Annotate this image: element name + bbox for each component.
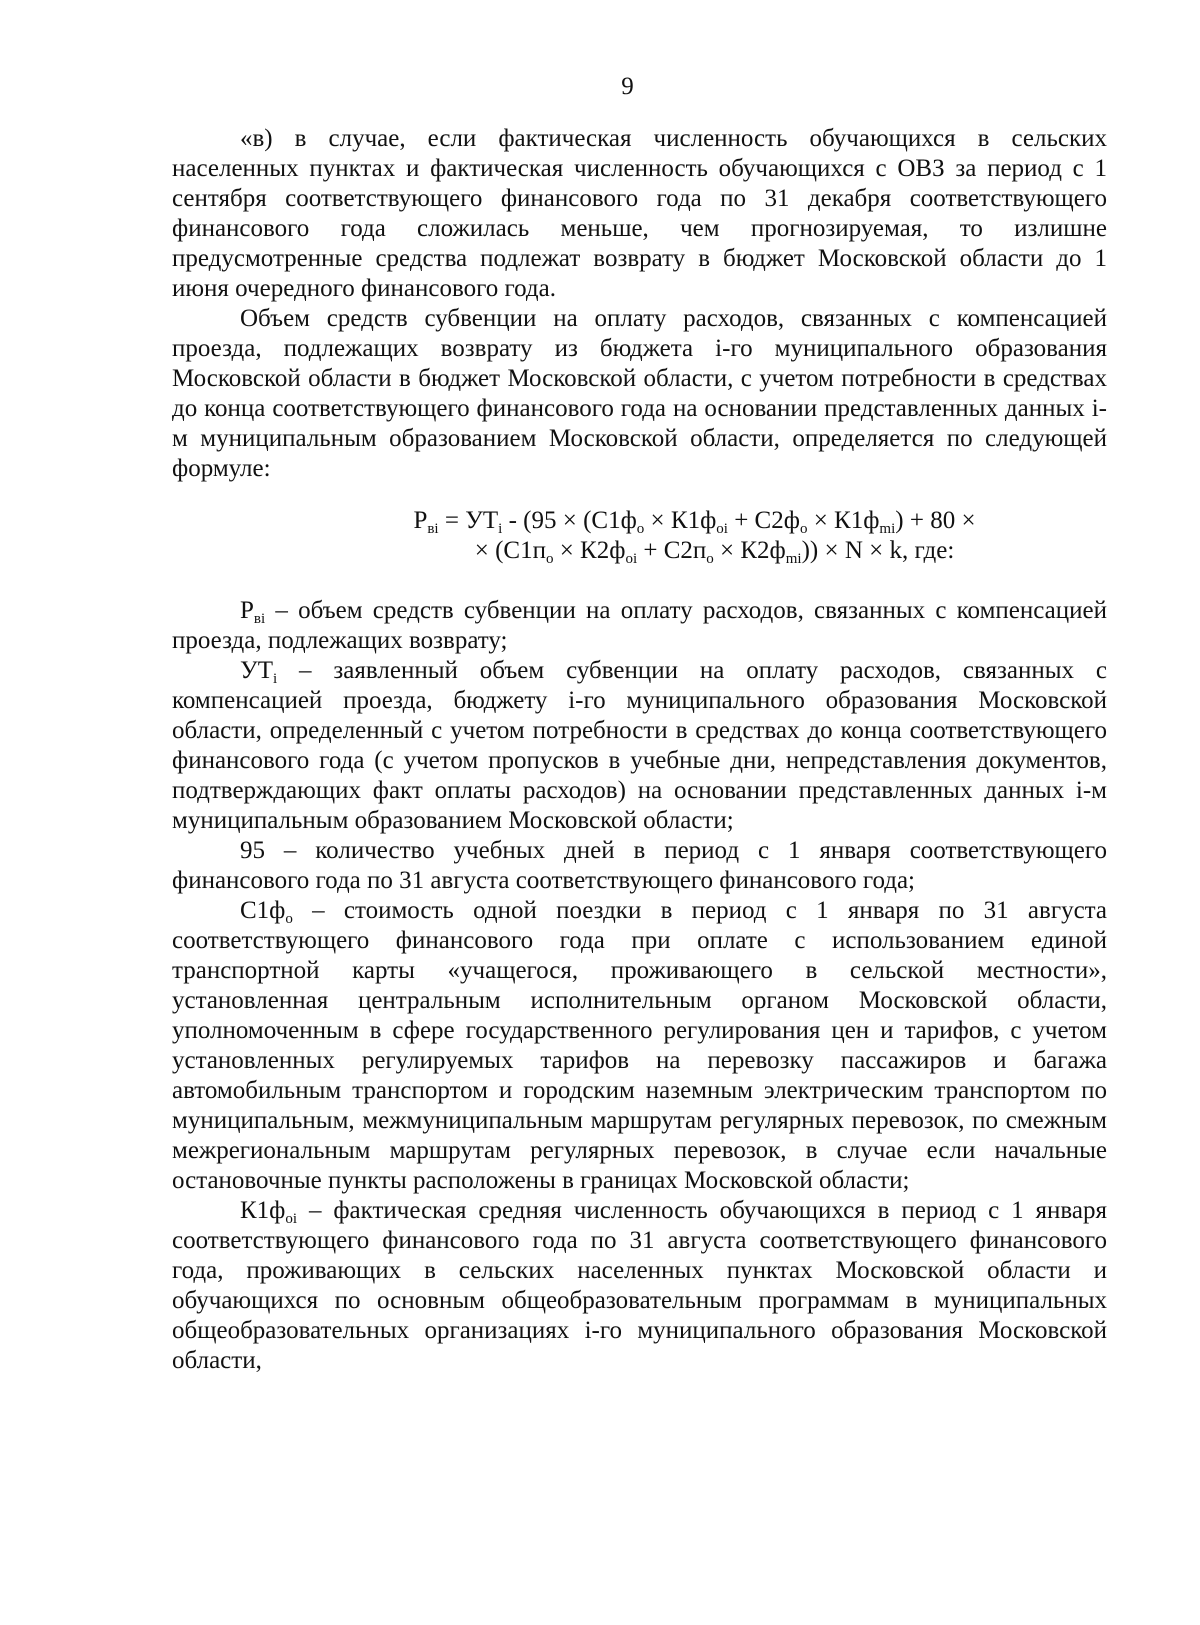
paragraph-volume: Объем средств субвенции на оплату расходов, связанных с компенсацией проезда, подлежащих возврату из бюджета i-го муниципального образования Московской области в бюджет Московской области, с учетом потребности в средствах до конца соответствующего финансового года на основании представленных данных i-м муниципальным образованием Московской области, определяется по следующей формуле: [172, 305, 1107, 482]
definition-pv: $P_{вi}$ – объем средств субвенции на оплату расходов, связанных с компенсацией проезда, подлежащих возврату; [172, 597, 1107, 654]
definition-ut: $УТ_i$ – заявленный объем субвенции на оплату расходов, связанных с компенсацией проезда, бюджету i-го муниципального образования Московской области, определенный с учетом потребности в средствах до конца соответствующего финансового года (с учетом пропусков в учебные дни, непредставления документов, подтверждающих факт оплаты расходов) на основании представленных данных i-м муниципальным образованием Московской области; [172, 657, 1107, 834]
formula-line-1: $P_{вi} = УТ_i - (95 \times (С1ф_о \times К1ф_{оi} + С2ф_о \times К1ф_{mi}) + 80$ × [413, 507, 976, 537]
document-body [172, 124, 1107, 1376]
definition-c1fo: $С1ф_о$ – стоимость одной поездки в период с 1 января по 31 августа соответствующего финансового года при оплате с использованием единой транспортной карты «учащегося, проживающего в сельской местности», установленная центральным исполнительным органом Московской области, уполномоченным в сфере государственного регулирования цен и тарифов, с учетом установленных регулируемых тарифов на перевозку пассажиров и багажа автомобильным транспортом и городским наземным электрическим транспортом по муниципальным, межмуниципальным маршрутам регулярных перевозок, по смежным межрегиональным маршрутам регулярных перевозок, в случае если начальные остановочные пункты расположены в границах Московской области; [172, 897, 1107, 1194]
definition-k1foi: $К1ф_{оi}$ – фактическая средняя численность обучающихся в период с 1 января соответствующего финансового года по 31 августа соответствующего финансового года, проживающих в сельских населенных пунктах Московской области и обучающихся по основным общеобразовательным программам в муниципальных общеобразовательных организациях i-го муниципального образования Московской области, [172, 1197, 1107, 1374]
page-number: 9 [621, 73, 634, 100]
definition-95: 95 – количество учебных дней в период с 1 января соответствующего финансового года по 31 августа соответствующего финансового года; [172, 837, 1107, 894]
formula-line-2: × $(С1п_о \times К2ф_{оi} + С2п_о \times К2ф_{mi})) \times N \times k$, где: [474, 537, 955, 567]
paragraph-clause-v: «в) в случае, если фактическая численность обучающихся в сельских населенных пунктах и фактическая численность обучающихся с ОВЗ за период с 1 сентября соответствующего финансового года по 31 декабря соответствующего финансового года сложилась меньше, чем прогнозируемая, то излишне предусмотренные средства подлежат возврату в бюджет Московской области до 1 июня очередного финансового года. [172, 125, 1107, 302]
formula [172, 506, 1107, 566]
